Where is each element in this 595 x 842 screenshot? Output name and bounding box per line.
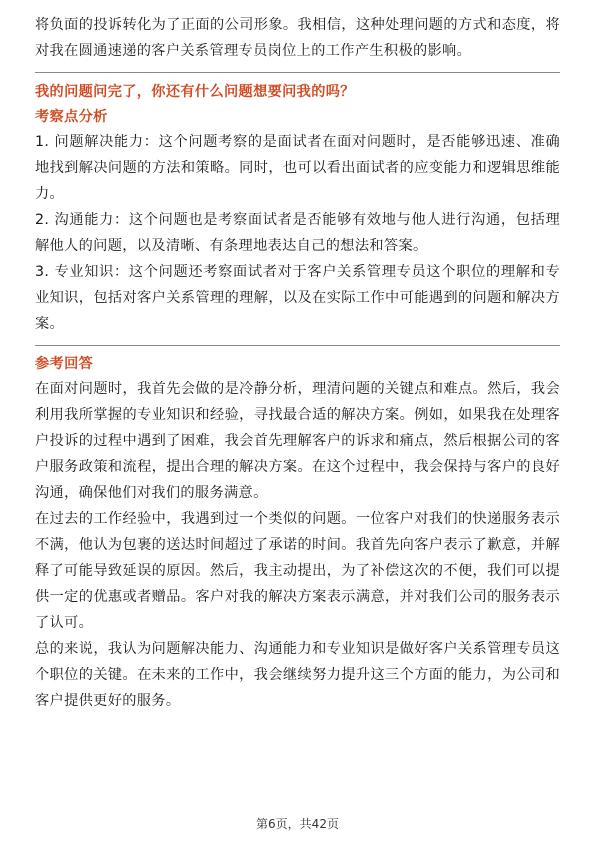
analysis-point-2: 2. 沟通能力：这个问题也是考察面试者是否能够有效地与他人进行沟通，包括理解他人的问题，以及清晰、有条理地表达自己的想法和答案。 — [35, 212, 560, 254]
answer-paragraph-2: 在过去的工作经验中，我遇到过一个类似的问题。一位客户对我们的快递服务表示不满，他认为包裹的送达时间超过了承诺的时间。我首先向客户表示了歉意，并解释了可能导致延误的原因。然后，我主动提出，为了补偿这次的不便，我们可以提供一定的优惠或者赠品。客户对我的解决方案表示满意，并对我们公司的服务表示了认可。 — [35, 511, 560, 631]
answer-heading: 参考回答 — [35, 356, 94, 372]
section-divider — [35, 72, 560, 73]
page-number: 第6页，共42页 — [256, 817, 339, 831]
intro-paragraph: 将负面的投诉转化为了正面的公司形象。我相信，这种处理问题的方式和态度，将对我在圆通速递的客户关系管理专员岗位上的工作产生积极的影响。 — [35, 17, 560, 59]
interview-question: 我的问题问完了，你还有什么问题想要问我的吗？ — [35, 84, 355, 100]
section-divider — [35, 345, 560, 346]
analysis-point-3: 3. 专业知识：这个问题还考察面试者对于客户关系管理专员这个职位的理解和专业知识，包括对客户关系管理的理解，以及在实际工作中可能遇到的问题和解决方案。 — [35, 264, 560, 332]
document-page — [35, 12, 560, 714]
analysis-point-1: 1. 问题解决能力：这个问题考察的是面试者在面对问题时，是否能够迅速、准确地找到解决问题的方法和策略。同时，也可以看出面试者的应变能力和逻辑思维能力。 — [35, 134, 560, 202]
answer-paragraph-1: 在面对问题时，我首先会做的是冷静分析，理清问题的关键点和难点。然后，我会利用我所掌握的专业知识和经验，寻找最合适的解决方案。例如，如果我在处理客户投诉的过程中遇到了困难，我会首先理解客户的诉求和痛点，然后根据公司的客户服务政策和流程，提出合理的解决方案。在这个过程中，我会保持与客户的良好沟通，确保他们对我们的服务满意。 — [35, 381, 560, 501]
page-footer — [0, 815, 595, 832]
answer-paragraph-3: 总的来说，我认为问题解决能力、沟通能力和专业知识是做好客户关系管理专员这个职位的关键。在未来的工作中，我会继续努力提升这三个方面的能力，为公司和客户提供更好的服务。 — [35, 641, 560, 709]
analysis-heading: 考察点分析 — [35, 109, 108, 125]
